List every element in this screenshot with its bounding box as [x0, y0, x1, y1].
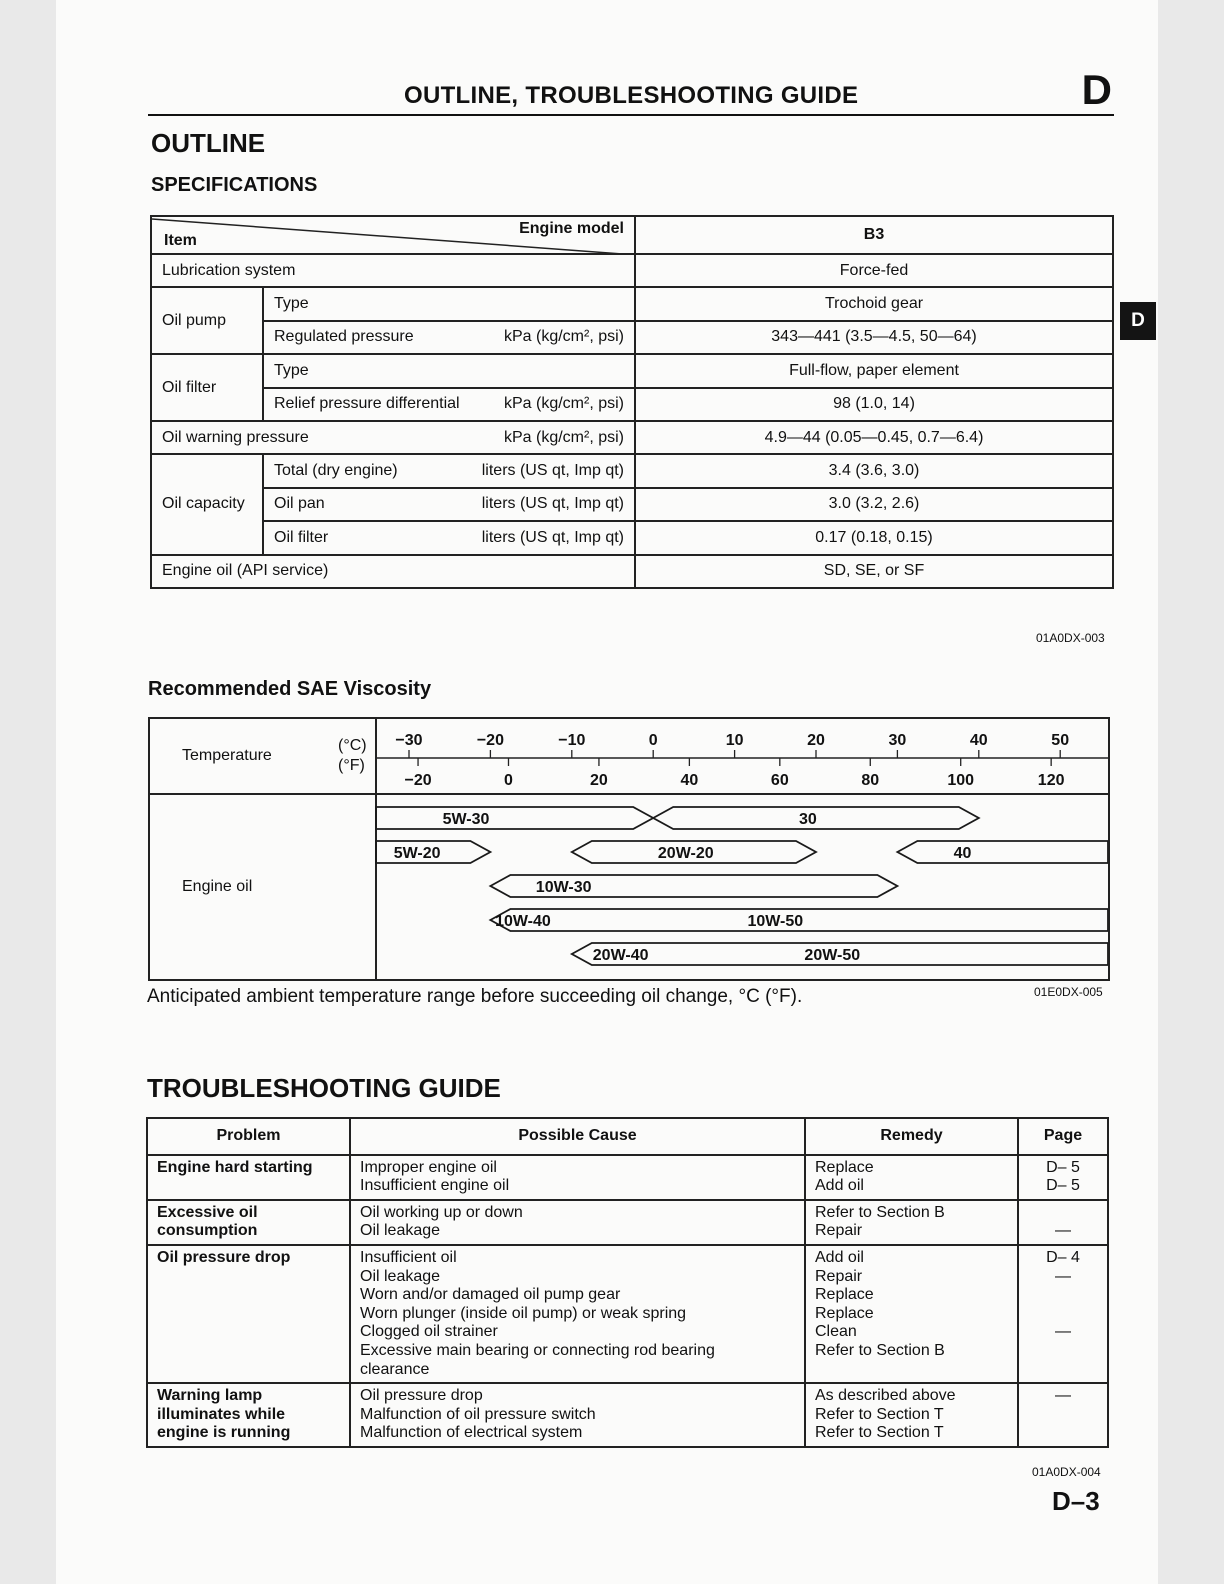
fahrenheit-tick-label: −20 — [404, 772, 432, 789]
table-row — [151, 555, 1113, 588]
cause-cell: Improper engine oil Insufficient engine oil — [350, 1155, 805, 1200]
oil-filter-label: Oil filter — [151, 354, 263, 421]
capacity-pan-cell — [263, 488, 635, 521]
corner-model-label: Engine model — [519, 220, 624, 237]
troubleshooting-title: TROUBLESHOOTING GUIDE — [147, 1073, 501, 1103]
table-row — [151, 216, 1113, 254]
grade-label-10w-30: 10W-30 — [535, 879, 592, 896]
problem-cell: Excessive oil consumption — [147, 1200, 350, 1245]
celsius-unit: (°C) — [338, 737, 367, 754]
section-letter: D — [1081, 66, 1112, 113]
page-cell: — — [1018, 1383, 1108, 1447]
capacity-filter-unit: liters (US qt, Imp qt) — [481, 528, 624, 546]
fahrenheit-unit: (°F) — [338, 757, 365, 774]
celsius-tick-label: 30 — [888, 732, 907, 749]
engine-oil-service-value: SD, SE, or SF — [635, 555, 1113, 588]
remedy-header: Remedy — [805, 1118, 1018, 1155]
remedy-cell: Refer to Section B Repair — [805, 1200, 1018, 1245]
table-row — [151, 488, 1113, 521]
specifications-table — [150, 215, 1114, 589]
troubleshooting-table — [146, 1117, 1109, 1448]
page-header-cell: Page — [1018, 1118, 1108, 1155]
table-row — [147, 1155, 1108, 1200]
lubrication-value: Force-fed — [635, 254, 1113, 287]
grade-label-40: 40 — [953, 845, 972, 862]
problem-header: Problem — [147, 1118, 350, 1155]
fahrenheit-tick-label: 60 — [770, 772, 789, 789]
page-cell: D– 4 — — — [1018, 1245, 1108, 1383]
lubrication-label: Lubrication system — [151, 254, 635, 287]
grade-label-10w-50: 10W-50 — [747, 913, 804, 930]
table-row — [147, 1245, 1108, 1383]
cause-cell: Oil working up or down Oil leakage — [350, 1200, 805, 1245]
capacity-filter-label: Oil filter — [274, 528, 329, 546]
cause-cell: Oil pressure drop Malfunction of oil pressure switch Malfunction of electrical system — [350, 1383, 805, 1447]
remedy-cell: As described above Refer to Section T Refer to Section T — [805, 1383, 1018, 1447]
troubleshooting-figure-code: 01A0DX-004 — [1032, 1465, 1101, 1479]
table-row — [151, 254, 1113, 287]
problem-cell: Oil pressure drop — [147, 1245, 350, 1383]
table-row — [151, 388, 1113, 421]
capacity-total-value: 3.4 (3.6, 3.0) — [635, 454, 1113, 487]
table-row — [151, 421, 1113, 454]
problem-cell: Warning lamp illuminates while engine is running — [147, 1383, 350, 1447]
capacity-pan-value: 3.0 (3.2, 2.6) — [635, 488, 1113, 521]
grade-bar-40 — [897, 841, 1108, 863]
capacity-pan-label: Oil pan — [274, 495, 325, 513]
engine-oil-label: Engine oil — [182, 878, 253, 895]
engine-model-value: B3 — [635, 216, 1113, 254]
spec-figure-code: 01A0DX-003 — [1036, 631, 1105, 645]
page-number: D–3 — [1052, 1486, 1100, 1516]
regulated-pressure-value: 343—441 (3.5—4.5, 50—64) — [635, 321, 1113, 354]
regulated-pressure-unit: kPa (kg/cm², psi) — [503, 328, 624, 346]
table-row — [151, 354, 1113, 387]
remedy-cell: Replace Add oil — [805, 1155, 1018, 1200]
celsius-tick-label: 50 — [1051, 732, 1070, 749]
viscosity-title: Recommended SAE Viscosity — [148, 678, 432, 700]
celsius-tick-label: 0 — [648, 732, 658, 749]
oil-capacity-label: Oil capacity — [151, 454, 263, 554]
capacity-pan-unit: liters (US qt, Imp qt) — [481, 495, 624, 513]
corner-item-label: Item — [164, 232, 197, 249]
problem-cell: Engine hard starting — [147, 1155, 350, 1200]
celsius-tick-label: −10 — [558, 732, 586, 749]
oil-pump-type-label: Type — [263, 287, 635, 320]
fahrenheit-tick-label: 100 — [947, 772, 975, 789]
grade-label-5w-20: 5W-20 — [393, 845, 441, 862]
fahrenheit-tick-label: 80 — [861, 772, 880, 789]
grade-label-30: 30 — [798, 811, 817, 828]
relief-pressure-label: Relief pressure differential — [274, 395, 460, 413]
table-header-row — [147, 1118, 1108, 1155]
warning-pressure-cell — [151, 421, 635, 454]
header-corner-cell — [151, 216, 635, 254]
page-cell: — — [1018, 1200, 1108, 1245]
capacity-total-unit: liters (US qt, Imp qt) — [481, 462, 624, 480]
oil-pump-label: Oil pump — [151, 287, 263, 354]
relief-pressure-value: 98 (1.0, 14) — [635, 388, 1113, 421]
side-section-tab[interactable]: D — [1120, 302, 1156, 340]
oil-filter-type-value: Full-flow, paper element — [635, 354, 1113, 387]
remedy-cell: Add oil Repair Replace Replace Clean Refer to Section B — [805, 1245, 1018, 1383]
viscosity-chart-svg — [150, 719, 1108, 979]
regulated-pressure-label: Regulated pressure — [274, 328, 414, 346]
header-title: OUTLINE, TROUBLESHOOTING GUIDE — [404, 82, 859, 109]
table-row — [151, 454, 1113, 487]
warning-pressure-value: 4.9—44 (0.05—0.45, 0.7—6.4) — [635, 421, 1113, 454]
page-header — [148, 66, 1114, 116]
grade-label-20w-40: 20W-40 — [592, 947, 649, 964]
fahrenheit-tick-label: 0 — [504, 772, 513, 789]
table-row — [147, 1383, 1108, 1447]
warning-pressure-label: Oil warning pressure — [162, 428, 309, 446]
relief-pressure-unit: kPa (kg/cm², psi) — [503, 395, 624, 413]
warning-pressure-unit: kPa (kg/cm², psi) — [503, 428, 624, 446]
table-row — [151, 321, 1113, 354]
grade-bar-5w-30 — [376, 807, 653, 829]
capacity-total-label: Total (dry engine) — [274, 462, 398, 480]
oil-pump-type-value: Trochoid gear — [635, 287, 1113, 320]
regulated-pressure-cell — [263, 321, 635, 354]
grade-label-10w-40: 10W-40 — [495, 913, 551, 930]
outline-title: OUTLINE — [151, 128, 266, 158]
celsius-tick-label: 20 — [807, 732, 825, 749]
table-row — [151, 521, 1113, 554]
temperature-label: Temperature — [182, 747, 272, 764]
oil-filter-type-label: Type — [263, 354, 635, 387]
capacity-filter-value: 0.17 (0.18, 0.15) — [635, 521, 1113, 554]
celsius-tick-label: −20 — [476, 732, 504, 749]
grade-label-20w-20: 20W-20 — [657, 845, 714, 862]
relief-pressure-cell — [263, 388, 635, 421]
engine-oil-service-label: Engine oil (API service) — [151, 555, 635, 588]
fahrenheit-tick-label: 120 — [1037, 772, 1065, 789]
specifications-title: SPECIFICATIONS — [151, 174, 318, 196]
fahrenheit-tick-label: 20 — [590, 772, 608, 789]
capacity-filter-cell — [263, 521, 635, 554]
celsius-tick-label: 10 — [725, 732, 744, 749]
grade-label-5w-30: 5W-30 — [442, 811, 490, 828]
viscosity-caption: Anticipated ambient temperature range before succeeding oil change, °C (°F). — [147, 986, 803, 1007]
capacity-total-cell — [263, 454, 635, 487]
viscosity-chart — [148, 717, 1110, 981]
table-row — [151, 287, 1113, 320]
table-row — [147, 1200, 1108, 1245]
cause-header: Possible Cause — [350, 1118, 805, 1155]
grade-label-20w-50: 20W-50 — [804, 947, 861, 964]
viscosity-figure-code: 01E0DX-005 — [1034, 985, 1103, 999]
fahrenheit-tick-label: 40 — [680, 772, 699, 789]
celsius-tick-label: −30 — [395, 732, 423, 749]
cause-cell: Insufficient oil Oil leakage Worn and/or damaged oil pump gear Worn plunger (inside oil pump) or weak spring Clogged oil strainer Excessive main bearing or connecting rod bearing clearance — [350, 1245, 805, 1383]
celsius-tick-label: 40 — [969, 732, 988, 749]
page-cell: D– 5 D– 5 — [1018, 1155, 1108, 1200]
